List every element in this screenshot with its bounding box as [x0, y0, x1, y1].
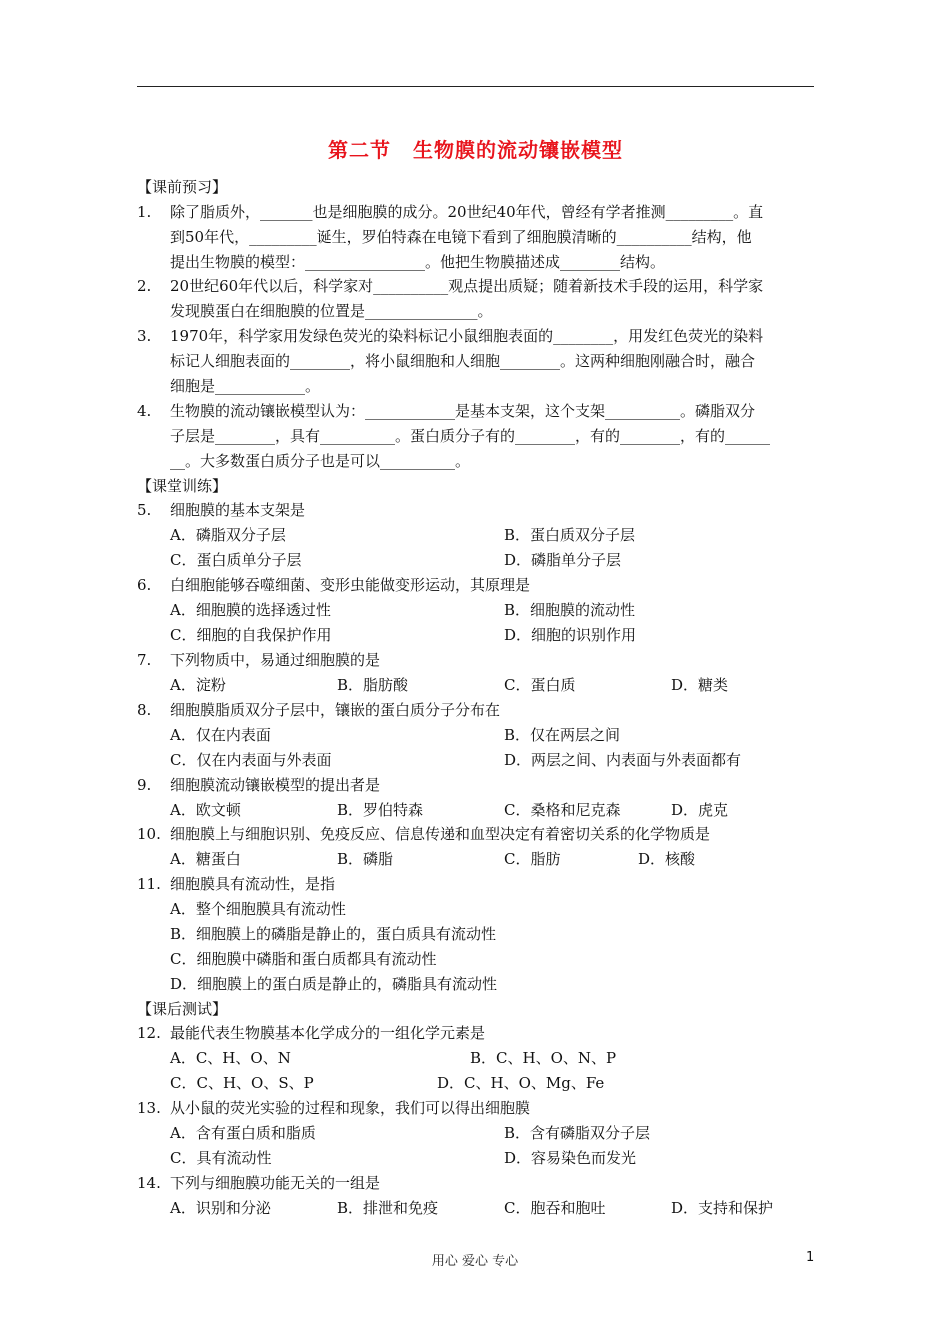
question-line: 细胞是____________。: [170, 377, 321, 395]
option-a: A．含有蛋白质和脂质: [170, 1124, 316, 1142]
option-b: B．仅在两层之间: [504, 726, 621, 744]
option-b: B．磷脂: [337, 850, 394, 868]
question-line: 1970年，科学家用发绿色荧光的染料标记小鼠细胞表面的________，用发红色荧光的染料: [170, 327, 764, 345]
option-d: D．两层之间、内表面与外表面都有: [504, 751, 742, 769]
question-number: 9.: [137, 776, 152, 794]
question-number: 11.: [137, 875, 161, 893]
option-a: A．识别和分泌: [170, 1199, 271, 1217]
option-c: C．具有流动性: [170, 1149, 272, 1167]
question-line: 子层是________，具有__________。蛋白质分子有的________，有的________，有的______: [170, 427, 771, 445]
option-c: C．仅在内表面与外表面: [170, 751, 332, 769]
question-number: 8.: [137, 701, 152, 719]
option-d: D．核酸: [638, 850, 696, 868]
option-b: B．蛋白质双分子层: [504, 526, 636, 544]
option-c: C．蛋白质: [504, 676, 576, 694]
option-d: D．容易染色而发光: [504, 1149, 637, 1167]
option-a: A．仅在内表面: [170, 726, 271, 744]
option-b: B．脂肪酸: [337, 676, 409, 694]
section-heading-class: 【课堂训练】: [137, 477, 228, 495]
question-line: 生物膜的流动镶嵌模型认为：____________是基本支架，这个支架__________。磷脂双分: [170, 402, 756, 420]
option-d: D．细胞膜上的蛋白质是静止的，磷脂具有流动性: [170, 975, 498, 993]
option-d: D．细胞的识别作用: [504, 626, 637, 644]
question-stem: 细胞膜上与细胞识别、免疫反应、信息传递和血型决定有着密切关系的化学物质是: [170, 825, 711, 843]
question-number: 5.: [137, 501, 152, 519]
option-a: A．磷脂双分子层: [170, 526, 286, 544]
option-c: C．细胞的自我保护作用: [170, 626, 332, 644]
question-number: 13.: [137, 1099, 161, 1117]
option-b: B．细胞膜上的磷脂是静止的，蛋白质具有流动性: [170, 925, 497, 943]
header-rule: [137, 86, 814, 87]
question-stem: 最能代表生物膜基本化学成分的一组化学元素是: [170, 1024, 486, 1042]
option-a: A．糖蛋白: [170, 850, 241, 868]
option-c: C．桑格和尼克森: [504, 801, 621, 819]
option-a: A．淀粉: [170, 676, 226, 694]
question-number: 2.: [137, 277, 152, 295]
question-line: 标记人细胞表面的________，将小鼠细胞和人细胞________。这两种细胞刚融合时，融合: [170, 352, 756, 370]
question-number: 10.: [137, 825, 161, 843]
option-b: B．C、H、O、N、P: [470, 1049, 617, 1067]
option-a: A．C、H、O、N: [170, 1049, 291, 1067]
option-a: A．细胞膜的选择透过性: [170, 601, 331, 619]
question-stem: 细胞膜脂质双分子层中，镶嵌的蛋白质分子分布在: [170, 701, 501, 719]
question-line: 到50年代，_________诞生，罗伯特森在电镜下看到了细胞膜清晰的__________结构，他: [170, 228, 752, 246]
question-line: 除了脂质外，_______也是细胞膜的成分。20世纪40年代，曾经有学者推测_________。直: [170, 203, 764, 221]
question-stem: 下列与细胞膜功能无关的一组是: [170, 1174, 381, 1192]
option-c: C．蛋白质单分子层: [170, 551, 302, 569]
question-number: 6.: [137, 576, 152, 594]
option-d: D．支持和保护: [671, 1199, 774, 1217]
question-stem: 从小鼠的荧光实验的过程和现象，我们可以得出细胞膜: [170, 1099, 531, 1117]
option-d: D．磷脂单分子层: [504, 551, 622, 569]
question-stem: 细胞膜流动镶嵌模型的提出者是: [170, 776, 381, 794]
question-number: 3.: [137, 327, 152, 345]
title-topic: 生物膜的流动镶嵌模型: [413, 138, 623, 162]
question-line: 发现膜蛋白在细胞膜的位置是_______________。: [170, 302, 493, 320]
option-b: B．罗伯特森: [337, 801, 424, 819]
page-number: 1: [806, 1250, 815, 1265]
question-stem: 细胞膜具有流动性，是指: [170, 875, 336, 893]
option-c: C．C、H、O、S、P: [170, 1074, 314, 1092]
section-heading-preview: 【课前预习】: [137, 178, 228, 196]
option-c: C．细胞膜中磷脂和蛋白质都具有流动性: [170, 950, 437, 968]
question-number: 4.: [137, 402, 152, 420]
question-number: 14.: [137, 1174, 161, 1192]
question-line: 提出生物膜的模型：________________。他把生物膜描述成________结构。: [170, 253, 666, 271]
option-b: B．细胞膜的流动性: [504, 601, 636, 619]
option-b: B．排泄和免疫: [337, 1199, 439, 1217]
option-a: A．整个细胞膜具有流动性: [170, 900, 346, 918]
option-d: D．C、H、O、Mg、Fe: [437, 1074, 605, 1092]
option-c: C．脂肪: [504, 850, 561, 868]
question-line: 20世纪60年代以后，科学家对__________观点提出质疑；随着新技术手段的运用，科学家: [170, 277, 764, 295]
question-number: 12.: [137, 1024, 161, 1042]
option-a: A．欧文顿: [170, 801, 241, 819]
option-d: D．虎克: [671, 801, 729, 819]
option-b: B．含有磷脂双分子层: [504, 1124, 651, 1142]
question-number: 7.: [137, 651, 152, 669]
option-c: C．胞吞和胞吐: [504, 1199, 606, 1217]
question-stem: 白细胞能够吞噬细菌、变形虫能做变形运动，其原理是: [170, 576, 531, 594]
section-heading-post: 【课后测试】: [137, 1000, 228, 1018]
page-footer: 用心 爱心 专心: [431, 1254, 519, 1269]
option-d: D．糖类: [671, 676, 729, 694]
question-line: __。大多数蛋白质分子也是可以__________。: [170, 452, 471, 470]
question-stem: 下列物质中，易通过细胞膜的是: [170, 651, 381, 669]
question-stem: 细胞膜的基本支架是: [170, 501, 306, 519]
question-number: 1.: [137, 203, 152, 221]
title-section-number: 第二节: [328, 138, 391, 162]
page-title: [137, 134, 814, 163]
